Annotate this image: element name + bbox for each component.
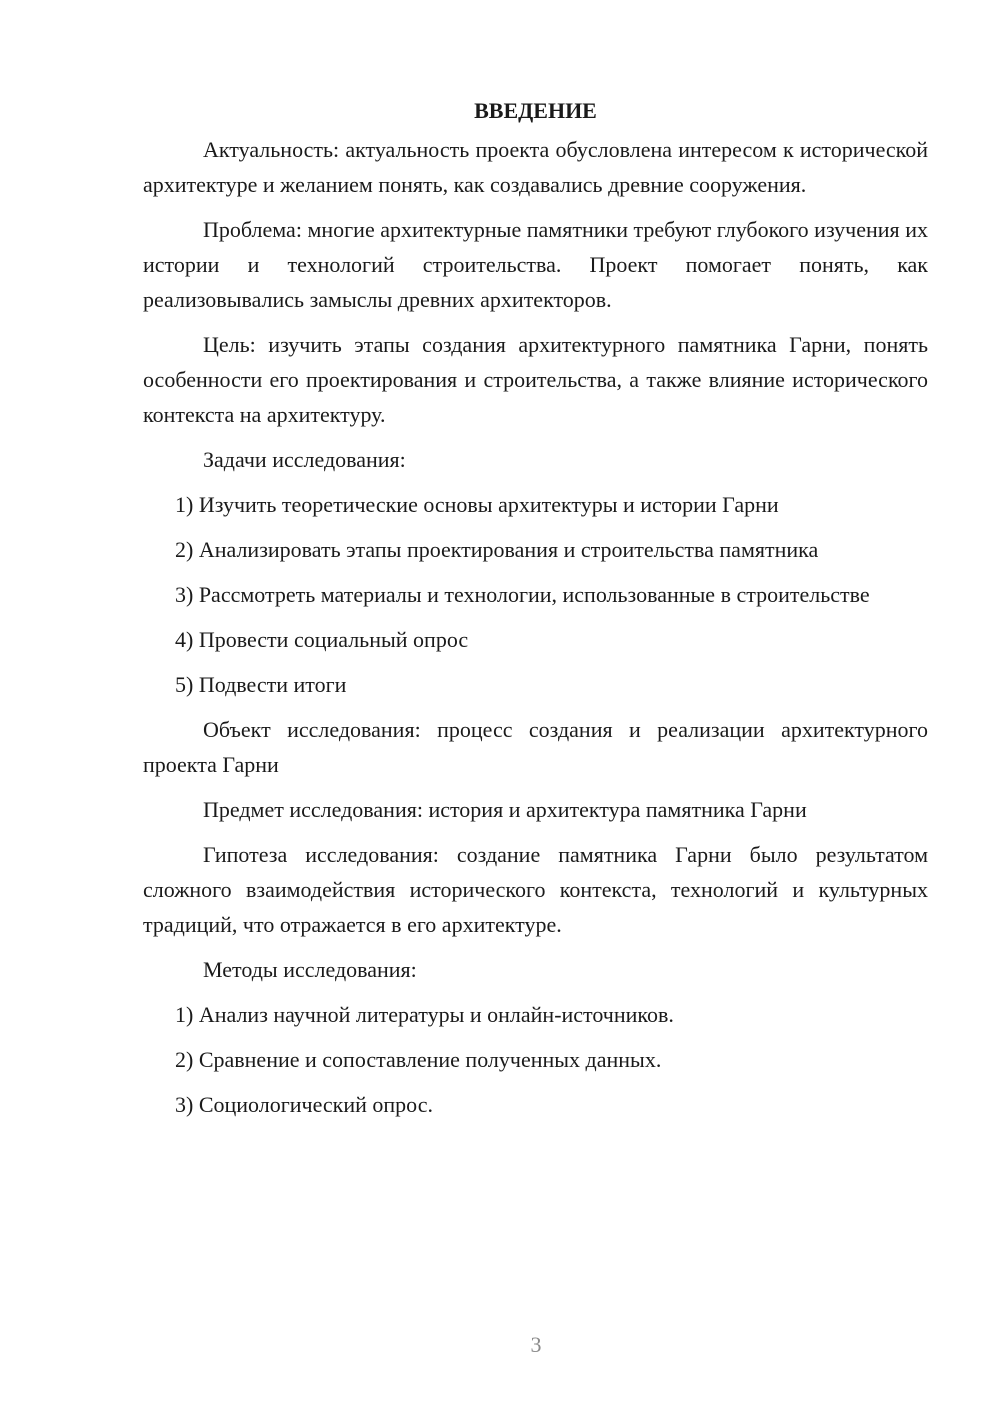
problem-paragraph: Проблема: многие архитектурные памятники требуют глубокого изучения их истории и технологий строительства. Проект помогает понять, как реализовывались замыслы древних архитекторов.	[143, 217, 928, 312]
method-item: 3) Социологический опрос.	[175, 1092, 433, 1117]
relevance-paragraph: Актуальность: актуальность проекта обусловлена интересом к исторической архитектуре и желанием понять, как создавались древние сооружения.	[143, 137, 928, 197]
method-item: 2) Сравнение и сопоставление полученных данных.	[175, 1047, 662, 1072]
page-number: 3	[530, 1332, 542, 1357]
task-item: 3) Рассмотреть материалы и технологии, использованные в строительстве	[175, 582, 870, 607]
subject-paragraph: Предмет исследования: история и архитектура памятника Гарни	[203, 797, 807, 822]
task-item: 1) Изучить теоретические основы архитектуры и истории Гарни	[175, 492, 779, 517]
document-body	[143, 96, 928, 1132]
task-item: 2) Анализировать этапы проектирования и строительства памятника	[175, 537, 819, 562]
tasks-title: Задачи исследования:	[203, 447, 406, 472]
object-paragraph: Объект исследования: процесс создания и реализации архитектурного проекта Гарни	[143, 717, 928, 777]
task-item: 4) Провести социальный опрос	[175, 627, 469, 652]
method-item: 1) Анализ научной литературы и онлайн-источников.	[175, 1002, 674, 1027]
methods-title: Методы исследования:	[203, 957, 417, 982]
hypothesis-paragraph: Гипотеза исследования: создание памятника Гарни было результатом сложного взаимодействия исторического контекста, технологий и культурных традиций, что отражается в его архитектуре.	[143, 842, 928, 937]
goal-paragraph: Цель: изучить этапы создания архитектурного памятника Гарни, понять особенности его проектирования и строительства, а также влияние исторического контекста на архитектуру.	[143, 332, 928, 427]
task-item: 5) Подвести итоги	[175, 672, 347, 697]
page-title: ВВЕДЕНИЕ	[474, 98, 597, 123]
